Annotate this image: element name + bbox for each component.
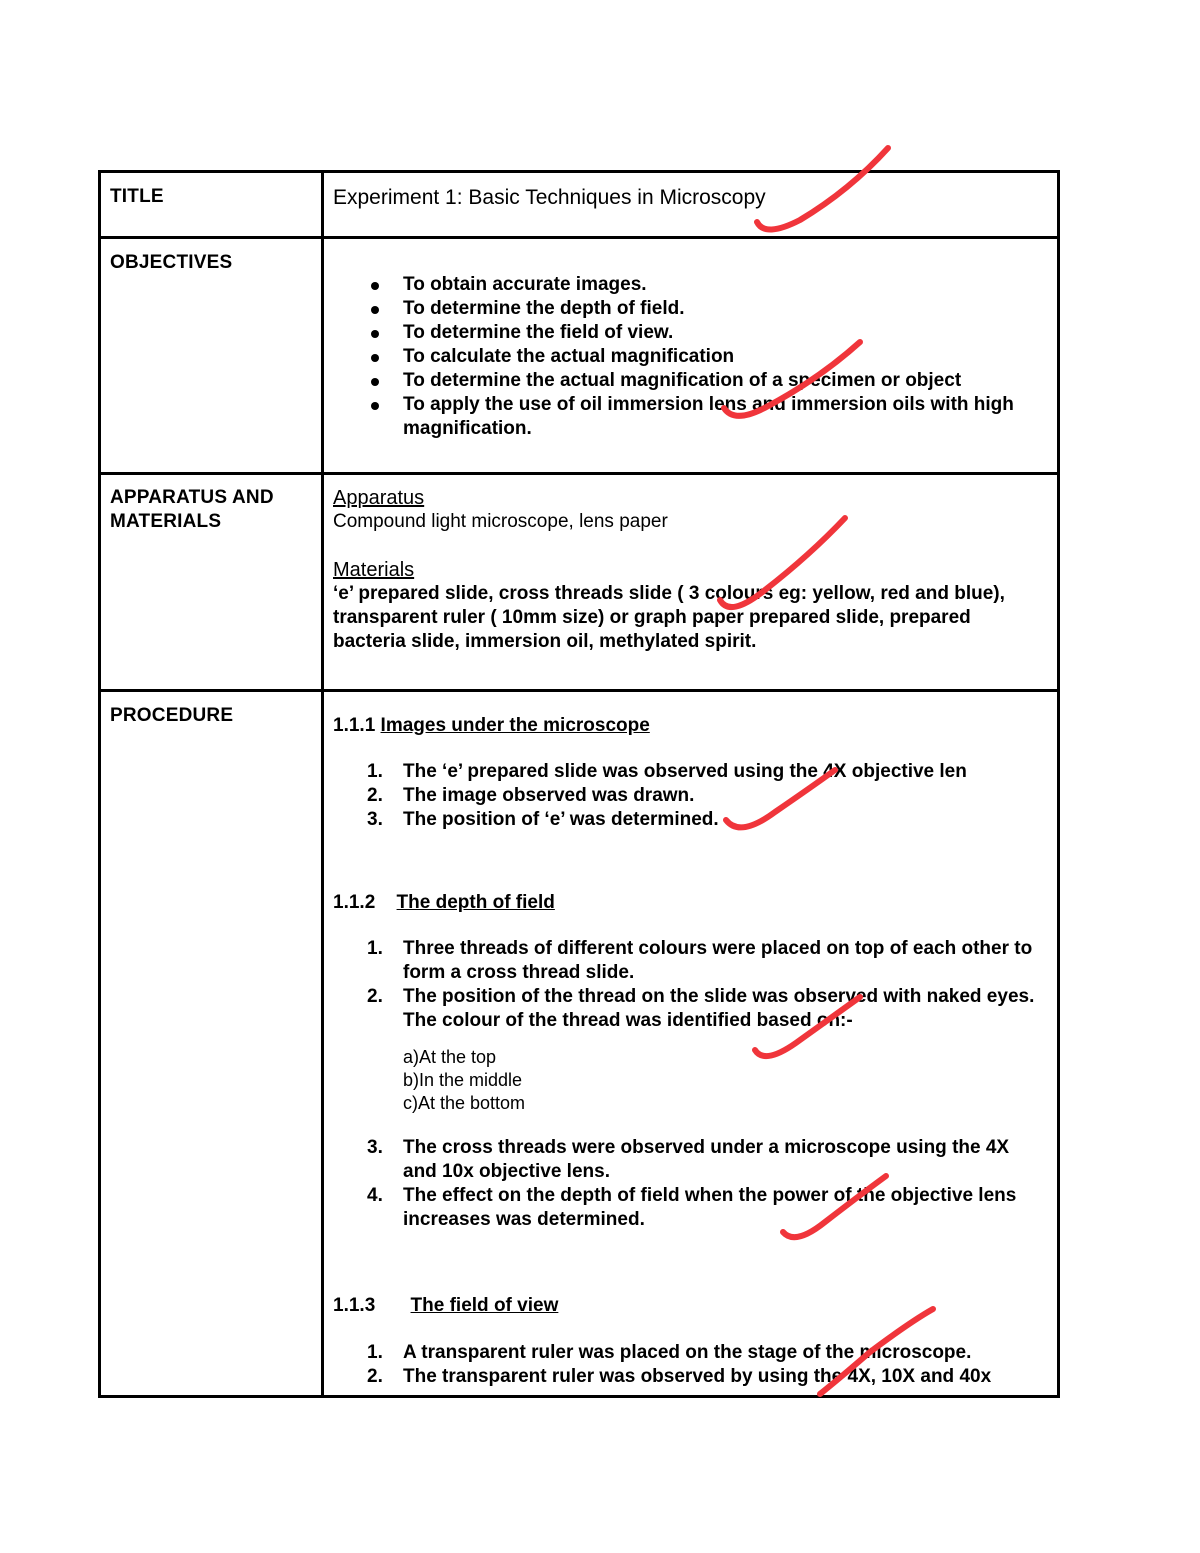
apparatus-label (110, 486, 274, 534)
procedure-step: 3. The position of ‘e’ was determined. (367, 809, 719, 830)
objective-item: To determine the field of view. (333, 321, 1045, 345)
title-row (101, 173, 1057, 239)
objective-item: To calculate the actual magnification (333, 345, 1045, 369)
procedure-step: 2. The image observed was drawn. (367, 785, 695, 806)
section-title: The field of view (410, 1295, 559, 1316)
sub-item: b)In the middle (403, 1070, 523, 1090)
section-title: The depth of field (396, 892, 555, 913)
section-1-1-2-steps-a (333, 937, 1045, 1033)
procedure-content (333, 714, 1045, 1389)
section-1-1-1-steps (333, 760, 1045, 832)
section-title: Images under the microscope (380, 715, 650, 736)
objective-item: To obtain accurate images. (333, 273, 1045, 297)
procedure-step: 1. A transparent ruler was placed on the stage of the microscope. (367, 1342, 972, 1363)
procedure-step: 1. Three threads of different colours were placed on top of each other to form a cross thread slide. (367, 938, 1033, 983)
materials-heading: Materials (333, 559, 415, 581)
procedure-step: 2. The position of the thread on the slide was observed with naked eyes. The colour of the thread was identified based on:- (367, 986, 1035, 1031)
section-number: 1.1.1 (333, 715, 376, 736)
objective-item: To determine the actual magnification of a specimen or object (333, 369, 1045, 393)
sub-item: a)At the top (403, 1047, 497, 1067)
section-heading-1-1-2 (333, 891, 1045, 915)
section-number: 1.1.2 (333, 892, 376, 913)
procedure-step: 2. The transparent ruler was observed by using the 4X, 10X and 40x (367, 1366, 992, 1387)
procedure-step: 1. The ‘e’ prepared slide was observed using the 4X objective len (367, 761, 967, 782)
section-heading-1-1-3 (333, 1294, 1045, 1318)
section-1-1-2-steps-b (333, 1136, 1045, 1232)
materials-text: ‘e’ prepared slide, cross threads slide ( 3 colours eg: yellow, red and blue), transparent ruler ( 10mm size) or graph paper prepared slide, prepared bacteria slide, immersion oil, methylated spirit. (333, 583, 1005, 652)
section-number: 1.1.3 (333, 1295, 376, 1316)
objectives-list (333, 273, 1045, 441)
section-1-1-3-steps (333, 1341, 1045, 1389)
apparatus-label-line1: APPARATUS AND (110, 487, 274, 508)
apparatus-row (101, 475, 1057, 692)
report-table (98, 170, 1060, 1398)
procedure-step: 3. The cross threads were observed under a microscope using the 4X and 10x objective lens. (367, 1137, 1010, 1182)
experiment-title: Experiment 1: Basic Techniques in Microscopy (333, 186, 766, 209)
title-label: TITLE (110, 186, 164, 207)
apparatus-heading: Apparatus (333, 487, 425, 509)
objectives-row (101, 239, 1057, 475)
procedure-label: PROCEDURE (110, 705, 234, 726)
procedure-row (101, 692, 1057, 1401)
apparatus-content (333, 486, 1045, 654)
objective-item: To determine the depth of field. (333, 297, 1045, 321)
apparatus-text: Compound light microscope, lens paper (333, 511, 668, 532)
apparatus-label-line2: MATERIALS (110, 511, 222, 532)
section-heading-1-1-1 (333, 714, 1045, 738)
procedure-step: 4. The effect on the depth of field when the power of the objective lens increases was determined. (367, 1185, 1017, 1230)
objectives-label: OBJECTIVES (110, 252, 233, 273)
objective-item: To apply the use of oil immersion lens and immersion oils with high magnification. (333, 393, 1045, 441)
sub-item: c)At the bottom (403, 1093, 526, 1113)
